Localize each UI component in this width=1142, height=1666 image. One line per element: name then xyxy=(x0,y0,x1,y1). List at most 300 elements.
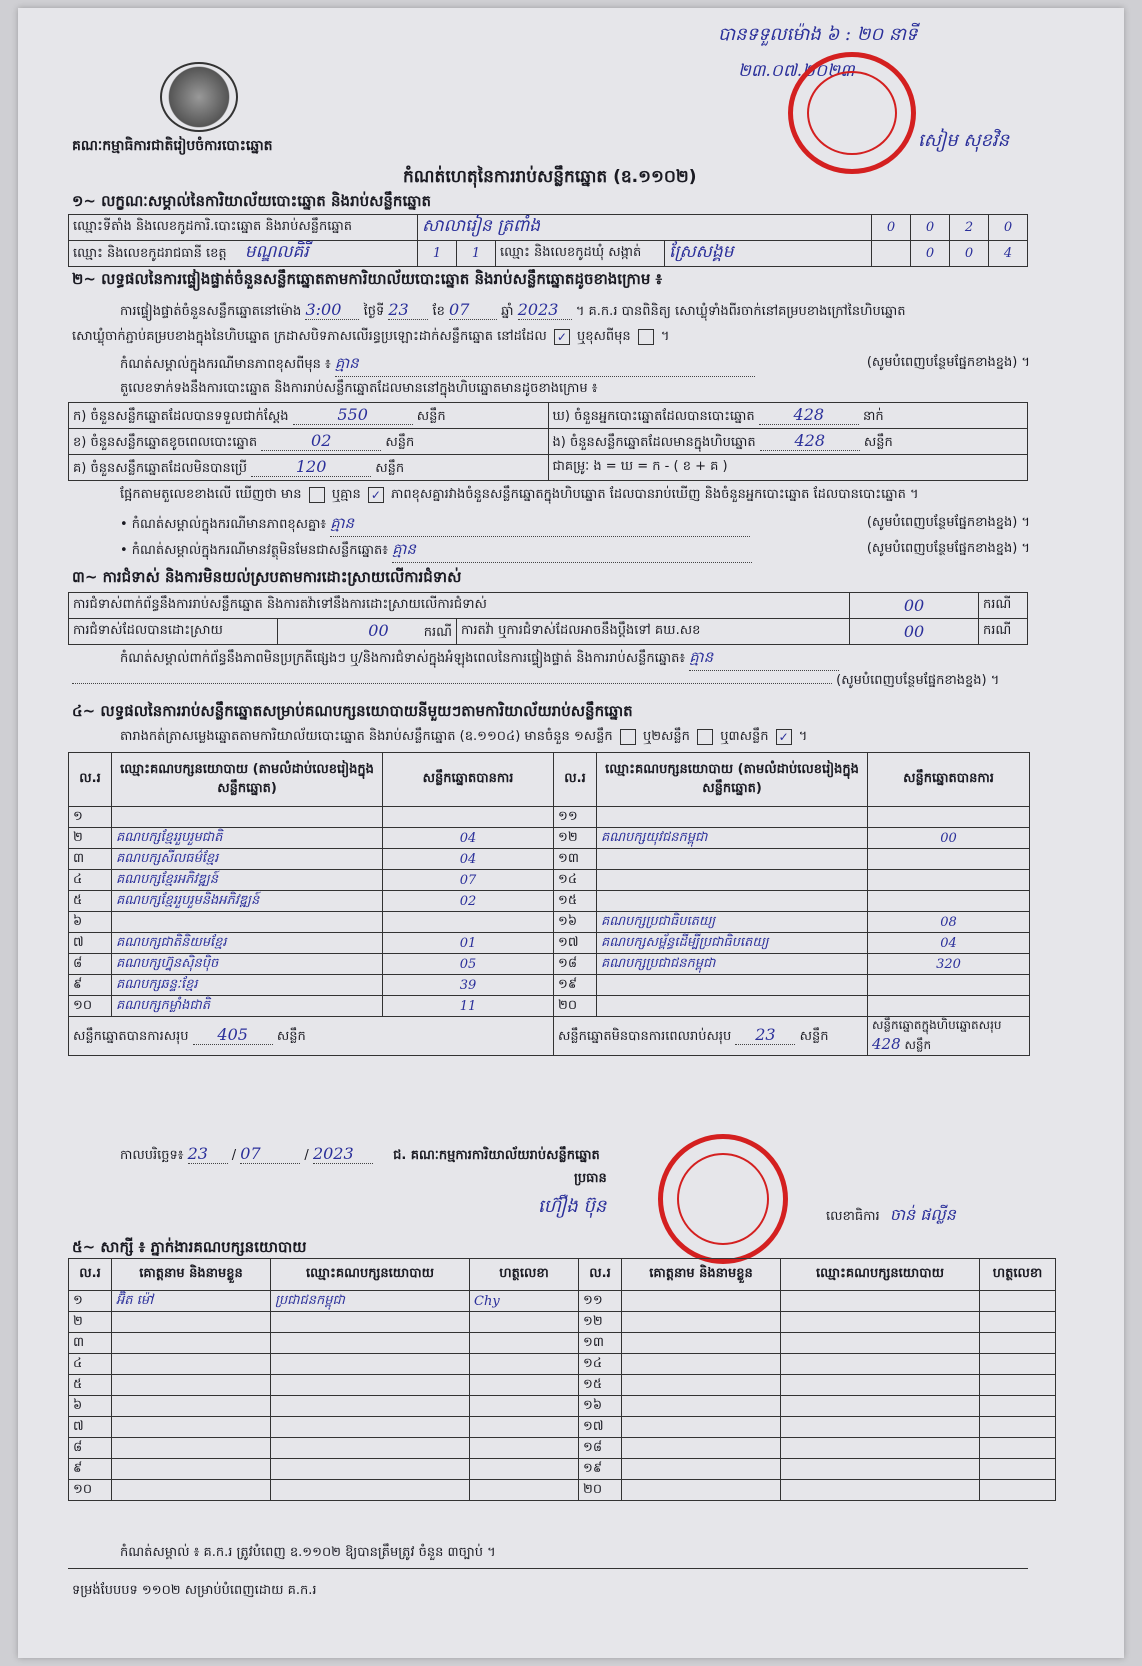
verify-month-label: ខែ xyxy=(432,304,445,319)
witness-sign xyxy=(980,1312,1056,1333)
province-code-2: 1 xyxy=(457,241,496,267)
witness-sign xyxy=(980,1396,1056,1417)
total-invalid-cell xyxy=(554,1017,868,1056)
secretary-signature: ចាន់ ផល្លីន xyxy=(889,1205,956,1224)
result-no: ១ xyxy=(69,807,112,828)
verify-month: 07 xyxy=(449,300,497,320)
witness-party xyxy=(271,1396,470,1417)
witness-name xyxy=(112,1333,271,1354)
result-no: ៧ xyxy=(69,933,112,954)
date-day: 23 xyxy=(188,1144,228,1164)
table-row xyxy=(69,1480,1056,1501)
table-row xyxy=(69,1354,1056,1375)
date-label: កាលបរិច្ឆេទ៖ xyxy=(120,1148,184,1163)
ka-label: ក) ចំនួនសន្លឹកឆ្នោតដែលបានទទួលជាក់ស្តែង xyxy=(73,408,289,424)
witness-sign xyxy=(470,1459,579,1480)
witness-party xyxy=(271,1459,470,1480)
verify-line xyxy=(120,300,1040,322)
witness-party xyxy=(781,1417,980,1438)
formula: ជាគម្រូៈ ង = ឃ = ក - ( ខ + គ ) xyxy=(548,455,1028,481)
witness-party xyxy=(781,1291,980,1312)
witness-no: ១២ xyxy=(579,1312,622,1333)
witness-no: ៣ xyxy=(69,1333,112,1354)
ngo-unit: សន្លឹក xyxy=(863,434,893,450)
section4-title: ៤~ លទ្ធផលនៃការរាប់សន្លឹកឆ្នោតសម្រាប់គណបក្សនយោបាយនីមួយៗតាមការិយាល័យរាប់សន្លឹកឆ្នោត xyxy=(72,702,633,720)
form-title: កំណត់ហេតុនៃការរាប់សន្លឹកឆ្នោត (ឧ.១១០២) xyxy=(403,167,697,187)
table-row xyxy=(69,891,1030,912)
match-text: ផ្អែកតាមតួលេខខាងលើ ឃើញថា មាន xyxy=(120,487,302,502)
witness-sign xyxy=(470,1354,579,1375)
resolved-number: 00 xyxy=(368,620,389,640)
row-kho xyxy=(548,403,1028,429)
result-votes: 04 xyxy=(383,849,554,870)
table-row xyxy=(69,849,1030,870)
result-party: គណបក្សយុវជនកម្ពុជា xyxy=(597,828,868,849)
result-no: ១៦ xyxy=(554,912,597,933)
table-row xyxy=(69,975,1030,996)
result-votes: 04 xyxy=(383,828,554,849)
table-row xyxy=(69,1396,1056,1417)
chief-signature: ហ៊ឿង ប៊ុន xyxy=(538,1196,607,1217)
total-box-value: 428 xyxy=(872,1035,901,1053)
total-valid-value: 405 xyxy=(193,1025,273,1045)
result-votes xyxy=(868,891,1030,912)
witness-name xyxy=(112,1417,271,1438)
miss-line xyxy=(120,540,1030,563)
appeal-value: 00 xyxy=(850,619,979,645)
section2-title: ២~ លទ្ធផលនៃការផ្ទៀងផ្ទាត់ចំនួនសន្លឹកឆ្នោតតាមការិយាល័យបោះឆ្នោត និងរាប់សន្លឹកឆ្នោតដូចខាងក្រោម ៖ xyxy=(72,270,663,288)
total-valid-unit: សន្លឹក xyxy=(276,1029,306,1044)
w-col-no-right: ល.រ xyxy=(579,1259,622,1291)
station-code-3: 2 xyxy=(950,215,989,241)
witness-no: ១១ xyxy=(579,1291,622,1312)
form-reference: ទម្រង់បែបបទ ១១០២ សម្រាប់បំពេញដោយ គ.ក.រ xyxy=(72,1583,317,1598)
irregularity-line-2 xyxy=(72,672,1032,691)
secretary-line xyxy=(826,1204,956,1228)
objection-case: ករណី xyxy=(979,593,1028,619)
result-votes xyxy=(868,849,1030,870)
col-no-left: ល.រ xyxy=(69,753,112,807)
result-no: ១៩ xyxy=(554,975,597,996)
total-invalid-label: សន្លឹកឆ្នោតមិនបានការពេលរាប់សរុប xyxy=(558,1029,732,1044)
irregularity-label: កំណត់សម្គាល់ពាក់ព័ន្ធនឹងភាពមិនប្រក្រតីផ្សេងៗ ឬ/និងការជំទាស់ក្នុងអំឡុងពេលនៃការផ្ទៀងផ្ទាត់ និងការរាប់សន្លឹកឆ្នោត៖ xyxy=(120,651,686,666)
witness-name xyxy=(622,1438,781,1459)
chief-label: ប្រធាន xyxy=(574,1171,607,1186)
official-stamp-bottom xyxy=(658,1134,788,1264)
witness-table xyxy=(68,1258,1056,1501)
total-valid-cell xyxy=(69,1017,554,1056)
result-party xyxy=(597,807,868,828)
result-votes: 01 xyxy=(383,933,554,954)
result-votes: 39 xyxy=(383,975,554,996)
result-party xyxy=(597,975,868,996)
witness-sign xyxy=(470,1396,579,1417)
result-no: ៩ xyxy=(69,975,112,996)
result-party xyxy=(112,807,383,828)
one-sheet-checkbox[interactable] xyxy=(620,729,636,745)
station-value: សាលារៀន ត្រពាំង xyxy=(418,215,872,241)
section1-title: ១~ លក្ខណៈសម្គាល់នៃការិយាល័យបោះឆ្នោត និងរាប់សន្លឹកឆ្នោត xyxy=(72,192,432,210)
witness-sign xyxy=(470,1417,579,1438)
two-sheets-label: ឬ២សន្លឹក xyxy=(642,729,690,744)
station-code-1: 0 xyxy=(872,215,911,241)
table-row xyxy=(69,1333,1056,1354)
witness-name xyxy=(622,1396,781,1417)
result-no: ៥ xyxy=(69,891,112,912)
witness-name xyxy=(622,1312,781,1333)
col-no-right: ល.រ xyxy=(554,753,597,807)
result-no: ១៣ xyxy=(554,849,597,870)
witness-no: ១៣ xyxy=(579,1333,622,1354)
kha-unit: សន្លឹក xyxy=(385,434,415,450)
verify-day: 23 xyxy=(388,300,428,320)
resolved-label: ការជំទាស់ដែលបានដោះស្រាយ xyxy=(69,619,278,645)
witness-name xyxy=(622,1333,781,1354)
date-line: កាលបរិច្ឆេទ៖ 23 / 07 / 2023 ជ. គណៈកម្មការការិយាល័យរាប់សន្លឹកឆ្នោត xyxy=(120,1144,600,1163)
witness-no: ៦ xyxy=(69,1396,112,1417)
ngo-label: ង) ចំនួនសន្លឹកឆ្នោតដែលមានក្នុងហិបឆ្នោត xyxy=(552,434,756,450)
total-valid-label: សន្លឹកឆ្នោតបានការសរុប xyxy=(73,1029,189,1044)
resolved-case: ករណី xyxy=(423,624,452,640)
witness-sign: Chy xyxy=(470,1291,579,1312)
result-no: ២០ xyxy=(554,996,597,1017)
witness-sign xyxy=(980,1459,1056,1480)
result-votes: 08 xyxy=(868,912,1030,933)
result-no: ២ xyxy=(69,828,112,849)
w-col-no-left: ល.រ xyxy=(69,1259,112,1291)
witness-party xyxy=(271,1480,470,1501)
witness-sign xyxy=(980,1333,1056,1354)
received-date: ២៣.០៧.២០២៣ xyxy=(738,61,855,81)
changed-checkbox[interactable] xyxy=(638,329,654,345)
witness-sign xyxy=(470,1375,579,1396)
objection-value: 00 xyxy=(850,593,979,619)
witness-party: ប្រជាជនកម្ពុជា xyxy=(271,1291,470,1312)
result-party: គណបក្សសម្ព័ន្ធដើម្បីប្រជាធិបតេយ្យ xyxy=(597,933,868,954)
witness-name xyxy=(622,1375,781,1396)
result-party: គណបក្សប្រជាជនកម្ពុជា xyxy=(597,954,868,975)
result-no: ៤ xyxy=(69,870,112,891)
footer-note: កំណត់សម្គាល់ ៖ គ.ក.រ ត្រូវបំពេញ ឧ.១១០២ ឱ្យបានត្រឹមត្រូវ ចំនួន ៣ច្បាប់ ។ xyxy=(120,1545,496,1560)
ka-unit: សន្លឹក xyxy=(416,408,446,424)
witness-sign xyxy=(980,1291,1056,1312)
result-party xyxy=(597,870,868,891)
total-box-cell xyxy=(868,1017,1030,1056)
verify-year: 2023 xyxy=(518,300,572,320)
witness-sign xyxy=(980,1438,1056,1459)
result-no: ១៧ xyxy=(554,933,597,954)
result-no: ១៥ xyxy=(554,891,597,912)
col-party-right: ឈ្មោះគណបក្សនយោបាយ (តាមលំដាប់លេខរៀងក្នុងសន្លឹកឆ្នោត) xyxy=(597,753,868,807)
verify-time: 3:00 xyxy=(305,300,359,320)
table-row xyxy=(69,1438,1056,1459)
match-none-checkbox[interactable]: ✓ xyxy=(368,487,384,503)
witness-name xyxy=(112,1480,271,1501)
station-code-4: 0 xyxy=(989,215,1028,241)
irregularity-dots xyxy=(72,683,832,684)
miss-label: • កំណត់សម្គាល់ក្នុងករណីមានវត្ថុមិនមែនជាសន្លឹកឆ្នោត៖ xyxy=(120,543,388,558)
witness-no: ៥ xyxy=(69,1375,112,1396)
row-ka xyxy=(69,403,549,429)
verify-text-b: ។ គ.ក.រ បានពិនិត្យ សោឃ្លុំទាំងពីរចាក់នៅគម្របខាងក្រៅនៃហិបឆ្នោត xyxy=(575,304,906,319)
result-votes: 04 xyxy=(868,933,1030,954)
results-table xyxy=(68,752,1030,1056)
witness-name xyxy=(112,1354,271,1375)
changed-label: ឬខុសពីមុន xyxy=(576,329,631,344)
witness-no: ៤ xyxy=(69,1354,112,1375)
irregularity-value: គ្មាន xyxy=(689,648,839,671)
ka-value: 550 xyxy=(293,405,413,425)
footer-rule xyxy=(68,1568,1028,1569)
result-votes: 05 xyxy=(383,954,554,975)
result-votes xyxy=(868,975,1030,996)
diff-label: • កំណត់សម្គាល់ក្នុងករណីមានភាពខុសគ្នា៖ xyxy=(120,517,327,532)
note-label: កំណត់សម្គាល់ក្នុងករណីមានភាពខុសពីមុន ៖ xyxy=(120,357,331,372)
kha-label: ខ) ចំនួនសន្លឹកឆ្នោតខូចពេលបោះឆ្នោត xyxy=(73,434,258,450)
witness-name xyxy=(622,1291,781,1312)
witness-sign xyxy=(980,1480,1056,1501)
objection-label: ការជំទាស់ពាក់ព័ន្ធនឹងការរាប់សន្លឹកឆ្នោត និងការតវ៉ាទៅនឹងការដោះស្រាយលើការជំទាស់ xyxy=(69,593,850,619)
objection-table xyxy=(68,592,1028,645)
witness-sign xyxy=(470,1438,579,1459)
result-votes xyxy=(868,870,1030,891)
result-party: គណបក្សសីលធម៌ខ្មែរ xyxy=(112,849,383,870)
note-value: គ្មាន xyxy=(335,354,755,377)
witness-no: ១០ xyxy=(69,1480,112,1501)
table-row xyxy=(69,870,1030,891)
col-votes-right: សន្លឹកឆ្នោតបានការ xyxy=(868,753,1030,807)
result-no: ៨ xyxy=(69,954,112,975)
diff-hint: (សូមបំពេញបន្ថែមផ្នែកខាងខ្នង) ។ xyxy=(866,515,1030,530)
diff-line xyxy=(120,514,1030,537)
commune-code-1: 0 xyxy=(911,241,950,267)
ngo-value: 428 xyxy=(760,431,860,451)
note-hint: (សូមបំពេញបន្ថែមផ្នែកខាងខ្នង) ។ xyxy=(866,355,1030,370)
row-kha xyxy=(69,429,549,455)
witness-sign xyxy=(470,1333,579,1354)
table-row xyxy=(69,1375,1056,1396)
seal-line: សោឃ្លុំចាក់ភ្ជាប់គម្របខាងក្នុងនៃហិបឆ្នោត ក្រដាសបិទភាសលើរន្ធប្រឡោះដាក់សន្លឹកឆ្នោត នៅដដែល ✓ ឬខុសពីមុន ។ xyxy=(72,329,670,344)
witness-body xyxy=(69,1291,1056,1501)
witness-name xyxy=(112,1312,271,1333)
ko-unit: សន្លឹក xyxy=(375,460,405,476)
date-year: 2023 xyxy=(313,1144,373,1164)
commune-label: ឈ្មោះ និងលេខកូដឃុំ សង្កាត់ xyxy=(496,241,665,267)
result-votes: 320 xyxy=(868,954,1030,975)
witness-sign xyxy=(980,1354,1056,1375)
witness-party xyxy=(271,1312,470,1333)
witness-name: អ៊ិត ម៉ៅ xyxy=(112,1291,271,1312)
match-rest: ភាពខុសគ្នារវាងចំនួនសន្លឹកឆ្នោតក្នុងហិបឆ្នោត ដែលបានរាប់ឃើញ និងចំនួនអ្នកបោះឆ្នោត ដែលបានបោះឆ្នោត ។ xyxy=(391,487,919,502)
witness-name xyxy=(622,1480,781,1501)
match-or: ឬគ្មាន xyxy=(331,487,361,502)
table-row xyxy=(69,828,1030,849)
kho-unit: នាក់ xyxy=(862,408,884,424)
result-no: ១០ xyxy=(69,996,112,1017)
table-row xyxy=(69,1459,1056,1480)
seal-text: សោឃ្លុំចាក់ភ្ជាប់គម្របខាងក្នុងនៃហិបឆ្នោត ក្រដាសបិទភាសលើរន្ធប្រឡោះដាក់សន្លឹកឆ្នោត នៅដដែល xyxy=(72,329,547,344)
kho-label: ឃ) ចំនួនអ្នកបោះឆ្នោតដែលបានបោះឆ្នោត xyxy=(552,408,755,424)
province-label xyxy=(69,241,418,267)
verify-day-label: ថ្ងៃទី xyxy=(363,304,385,319)
sheets-text: តារាងកត់ត្រាសម្លេងឆ្នោតតាមការិយាល័យបោះឆ្នោត និងរាប់សន្លឹកឆ្នោត (ឧ.១១០៤) មានចំនួន ១សន្លឹក xyxy=(120,729,613,744)
results-body xyxy=(69,807,1030,1017)
witness-no: ៧ xyxy=(69,1417,112,1438)
witness-sign xyxy=(980,1375,1056,1396)
result-no: ១១ xyxy=(554,807,597,828)
summary-intro: តួលេខទាក់ទងនឹងការបោះឆ្នោត និងការរាប់សន្លឹកឆ្នោតដែលមាននៅក្នុងហិបឆ្នោតមានដូចខាងក្រោម ៖ xyxy=(120,381,598,396)
total-box-label: សន្លឹកឆ្នោតក្នុងហិបឆ្នោតសរុប xyxy=(872,1018,1002,1032)
witness-party xyxy=(271,1438,470,1459)
witness-name xyxy=(622,1459,781,1480)
commune-code-3: 4 xyxy=(989,241,1028,267)
result-votes xyxy=(383,807,554,828)
result-party: គណបក្សឆន្ទៈខ្មែរ xyxy=(112,975,383,996)
result-votes: 00 xyxy=(868,828,1030,849)
witness-party xyxy=(781,1333,980,1354)
appeal-case: ករណី xyxy=(979,619,1028,645)
witness-name xyxy=(112,1375,271,1396)
table-row xyxy=(69,933,1030,954)
result-party xyxy=(597,996,868,1017)
section5-title: ៥~ សាក្សី ៖ ភ្នាក់ងារគណបក្សនយោបាយ xyxy=(72,1238,307,1256)
witness-no: ១៤ xyxy=(579,1354,622,1375)
witness-no: ១៩ xyxy=(579,1459,622,1480)
two-sheets-checkbox[interactable] xyxy=(697,729,713,745)
result-party: គណបក្សខ្មែររួបរួមជាតិ xyxy=(112,828,383,849)
result-party xyxy=(597,891,868,912)
org-name: គណៈកម្មាធិការជាតិរៀបចំការបោះឆ្នោត xyxy=(72,138,273,154)
witness-name xyxy=(622,1417,781,1438)
w-col-sign-left: ហត្ថលេខា xyxy=(470,1259,579,1291)
ko-value: 120 xyxy=(251,457,371,477)
irregularity-hint: (សូមបំពេញបន្ថែមផ្នែកខាងខ្នង) ។ xyxy=(836,673,1000,688)
section3-title: ៣~ ការជំទាស់ និងការមិនយល់ស្របតាមការដោះស្រាយលើការជំទាស់ xyxy=(72,568,462,586)
witness-sign xyxy=(980,1417,1056,1438)
ballot-count-form xyxy=(18,8,1124,1658)
result-votes xyxy=(868,807,1030,828)
result-no: ១២ xyxy=(554,828,597,849)
official-stamp-top xyxy=(788,52,916,174)
result-no: ៣ xyxy=(69,849,112,870)
total-invalid-unit: សន្លឹក xyxy=(799,1029,829,1044)
result-party: គណបក្សជាតិនិយមខ្មែរ xyxy=(112,933,383,954)
result-party: គណបក្សខ្មែរអភិវឌ្ឍន៍ xyxy=(112,870,383,891)
result-votes xyxy=(868,996,1030,1017)
witness-party xyxy=(271,1417,470,1438)
col-party-left: ឈ្មោះគណបក្សនយោបាយ (តាមលំដាប់លេខរៀងក្នុងសន្លឹកឆ្នោត) xyxy=(112,753,383,807)
commune-value: ស្រែសង្គម xyxy=(665,241,872,267)
resolved-value xyxy=(278,619,457,645)
match-line xyxy=(120,486,1040,505)
three-sheets-checkbox[interactable]: ✓ xyxy=(776,729,792,745)
miss-hint: (សូមបំពេញបន្ថែមផ្នែកខាងខ្នង) ។ xyxy=(866,541,1030,556)
intact-checkbox[interactable]: ✓ xyxy=(554,329,570,345)
kho-value: 428 xyxy=(759,405,859,425)
date-month: 07 xyxy=(240,1144,300,1164)
witness-party xyxy=(781,1480,980,1501)
total-invalid-value: 23 xyxy=(735,1025,795,1045)
witness-name xyxy=(112,1396,271,1417)
result-no: ៦ xyxy=(69,912,112,933)
ko-label: គ) ចំនួនសន្លឹកឆ្នោតដែលមិនបានប្រើ xyxy=(73,460,247,476)
witness-party xyxy=(781,1375,980,1396)
witness-no: ៨ xyxy=(69,1438,112,1459)
station-code-2: 0 xyxy=(911,215,950,241)
result-party: គណបក្សកម្លាំងជាតិ xyxy=(112,996,383,1017)
witness-party xyxy=(271,1354,470,1375)
row-ngo xyxy=(548,429,1028,455)
match-has-checkbox[interactable] xyxy=(309,487,325,503)
sign-label: ជ. គណៈកម្មការការិយាល័យរាប់សន្លឹកឆ្នោត xyxy=(393,1148,600,1163)
col-votes-left: សន្លឹកឆ្នោតបានការ xyxy=(383,753,554,807)
verify-text: ការផ្ទៀងផ្ទាត់ចំនួនសន្លឹកឆ្នោតនៅម៉ោង xyxy=(120,304,302,319)
witness-no: ១៥ xyxy=(579,1375,622,1396)
result-party: គណបក្សប្រជាធិបតេយ្យ xyxy=(597,912,868,933)
result-votes: 07 xyxy=(383,870,554,891)
result-no: ១៤ xyxy=(554,870,597,891)
table-row xyxy=(69,1417,1056,1438)
witness-no: ៩ xyxy=(69,1459,112,1480)
row-ko xyxy=(69,455,549,481)
commune-code-2: 0 xyxy=(950,241,989,267)
irregularity-line xyxy=(120,648,1030,671)
witness-name xyxy=(112,1459,271,1480)
summary-table xyxy=(68,402,1028,481)
appeal-label: ការតវ៉ា ឬការជំទាស់ដែលអាចនឹងប្តឹងទៅ គឃ.សខ xyxy=(457,619,850,645)
w-col-party-left: ឈ្មោះគណបក្សនយោបាយ xyxy=(271,1259,470,1291)
witness-party xyxy=(781,1312,980,1333)
witness-party xyxy=(781,1396,980,1417)
table-row xyxy=(69,912,1030,933)
table-row xyxy=(69,954,1030,975)
w-col-name-left: គោត្តនាម និងនាមខ្លួន xyxy=(112,1259,271,1291)
witness-no: ១៦ xyxy=(579,1396,622,1417)
commune-code-blank xyxy=(872,241,911,267)
total-box-unit: សន្លឹក xyxy=(904,1038,932,1052)
sheets-line: តារាងកត់ត្រាសម្លេងឆ្នោតតាមការិយាល័យបោះឆ្នោត និងរាប់សន្លឹកឆ្នោត (ឧ.១១០៤) មានចំនួន ១សន្លឹក ឬ២សន្លឹក ឬ៣សន្លឹក ✓ ។ xyxy=(120,729,808,744)
result-party xyxy=(597,849,868,870)
nec-logo xyxy=(160,62,238,132)
table-row xyxy=(69,807,1030,828)
w-col-party-right: ឈ្មោះគណបក្សនយោបាយ xyxy=(781,1259,980,1291)
table-row xyxy=(69,996,1030,1017)
witness-no: ១ xyxy=(69,1291,112,1312)
result-votes: 11 xyxy=(383,996,554,1017)
witness-party xyxy=(271,1375,470,1396)
result-party: គណបក្សហ្វ៊ុនស៊ិនប៉ិច xyxy=(112,954,383,975)
station-label: ឈ្មោះទីតាំង និងលេខកូដការិ.បោះឆ្នោត និងរាប់សន្លឹកឆ្នោត xyxy=(69,215,418,241)
province-value: មណ្ឌលគិរី xyxy=(244,242,309,262)
witness-no: ១៧ xyxy=(579,1417,622,1438)
table-row xyxy=(69,1312,1056,1333)
result-votes xyxy=(383,912,554,933)
witness-no: ២០ xyxy=(579,1480,622,1501)
diff-value: គ្មាន xyxy=(330,514,750,537)
result-votes: 02 xyxy=(383,891,554,912)
province-code-1: 1 xyxy=(418,241,457,267)
witness-name xyxy=(112,1438,271,1459)
section1-table xyxy=(68,214,1028,267)
three-sheets-label: ឬ៣សន្លឹក xyxy=(720,729,769,744)
w-col-sign-right: ហត្ថលេខា xyxy=(980,1259,1056,1291)
table-row xyxy=(69,1291,1056,1312)
result-party xyxy=(112,912,383,933)
w-col-name-right: គោត្តនាម និងនាមខ្លួន xyxy=(622,1259,781,1291)
witness-party xyxy=(781,1354,980,1375)
witness-party xyxy=(781,1438,980,1459)
witness-no: ២ xyxy=(69,1312,112,1333)
